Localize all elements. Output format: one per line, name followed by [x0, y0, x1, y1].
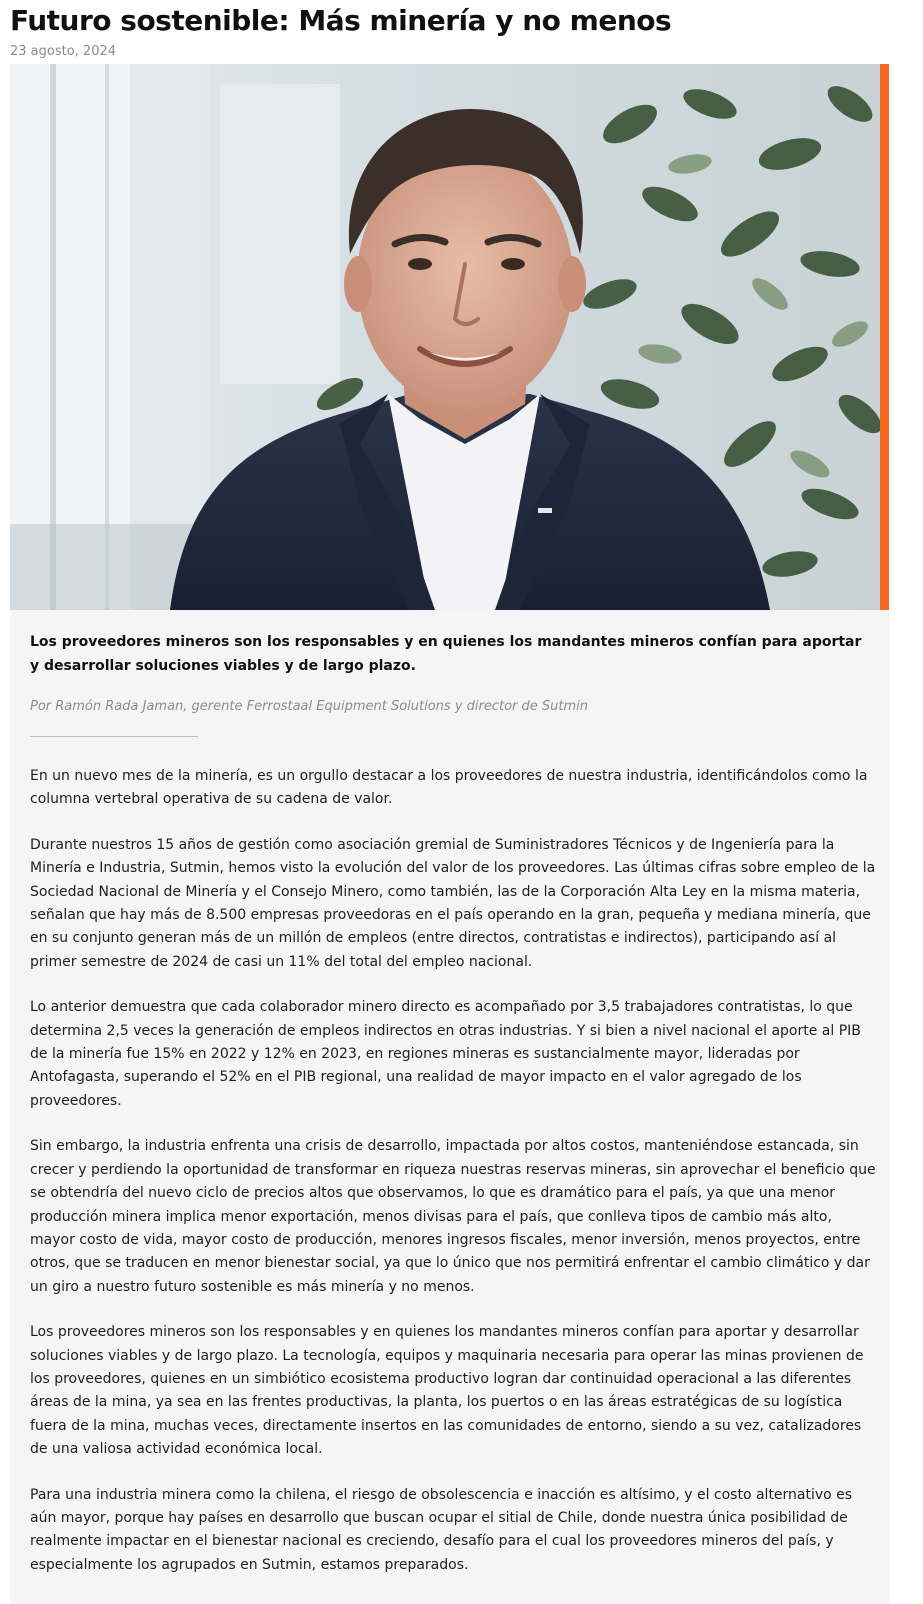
body-paragraph: Lo anterior demuestra que cada colaborador minero directo es acompañado por 3,5 trabajadores contratistas, lo que determina 2,5 veces la generación de empleos indirectos en otras industrias. Y si bien a nivel nacional el aporte al PIB de la minería fue 15% en 2022 y 12% en 2023, en regiones mineras es sustancialmente mayor, lideradas por Antofagasta, superando el 52% en el PIB regional, una realidad de mayor impacto en el valor agregado de los proveedores. — [30, 999, 861, 1109]
byline-divider — [30, 736, 198, 737]
body-paragraph: En un nuevo mes de la minería, es un orgullo destacar a los proveedores de nuestra industria, identificándolos como la columna vertebral operativa de su cadena de valor. — [30, 768, 868, 808]
article-date: 23 agosto, 2024 — [10, 44, 117, 59]
accent-bar — [880, 64, 889, 612]
hero-photo — [10, 64, 882, 610]
article-content — [10, 610, 890, 1604]
article-body — [30, 765, 876, 1577]
article-lead: Los proveedores mineros son los responsables y en quienes los mandantes mineros confían para aportar y desarrollar soluciones viables y de largo plazo. — [30, 634, 862, 674]
portrait-illustration — [10, 64, 882, 610]
body-paragraph: Para una industria minera como la chilena, el riesgo de obsolescencia e inacción es altísimo, y el costo alternativo es aún mayor, porque hay países en desarrollo que buscan ocupar el sitial de Chile, donde nuestra única posibilidad de realmente impactar en el bienestar nacional es creciendo, desafío para el cual los proveedores mineros del país, y especialmente los agrupados en Sutmin, estamos preparados. — [30, 1486, 853, 1573]
body-paragraph: Los proveedores mineros son los responsables y en quienes los mandantes mineros confían para aportar y desarrollar soluciones viables y de largo plazo. La tecnología, equipos y maquinaria necesaria para operar las minas provienen de los proveedores, quienes en un simbiótico ecosistema productivo logran dar continuidad operacional a las diferentes áreas de la mina, ya sea en las frentes productivas, la planta, los puertos o en las áreas estratégicas de su logística fuera de la mina, muchas veces, directamente insertos en las comunidades de entorno, siendo a su vez, catalizadores de una valiosa actividad económica local. — [30, 1324, 864, 1458]
body-paragraph: Sin embargo, la industria enfrenta una crisis de desarrollo, impactada por altos costos, manteniéndose estancada, sin crecer y perdiendo la oportunidad de transformar en riqueza nuestras reservas mineras, sin aprovechar el beneficio que se obtendría del nuevo ciclo de precios altos que observamos, lo que es dramático para el país, ya que una menor producción minera implica menor exportación, menos divisas para el país, que conlleva tipos de cambio más alto, mayor costo de vida, mayor costo de producción, menores ingresos fiscales, menor inversión, menos proyectos, entre otros, que se traducen en menor bienestar social, ya que lo único que nos permitirá enfrentar el cambio climático y dar un giro a nuestro futuro sostenible es más minería y no menos. — [30, 1138, 876, 1295]
article-title: Futuro sostenible: Más minería y no menos — [10, 4, 672, 37]
body-paragraph: Durante nuestros 15 años de gestión como asociación gremial de Suministradores Técnicos y de Ingeniería para la Minería e Industria, Sutmin, hemos visto la evolución del valor de los proveedores. Las últimas cifras sobre empleo de la Sociedad Nacional de Minería y el Consejo Minero, como también, las de la Corporación Alta Ley en la misma materia, señalan que hay más de 8.500 empresas proveedoras en el país operando en la gran, pequeña y mediana minería, que en su conjunto generan más de un millón de empleos (entre directos, contratistas e indirectos), participando así al primer semestre de 2024 de casi un 11% del total del empleo nacional. — [30, 836, 876, 970]
article-byline: Por Ramón Rada Jaman, gerente Ferrostaal Equipment Solutions y director de Sutmin — [30, 699, 589, 714]
